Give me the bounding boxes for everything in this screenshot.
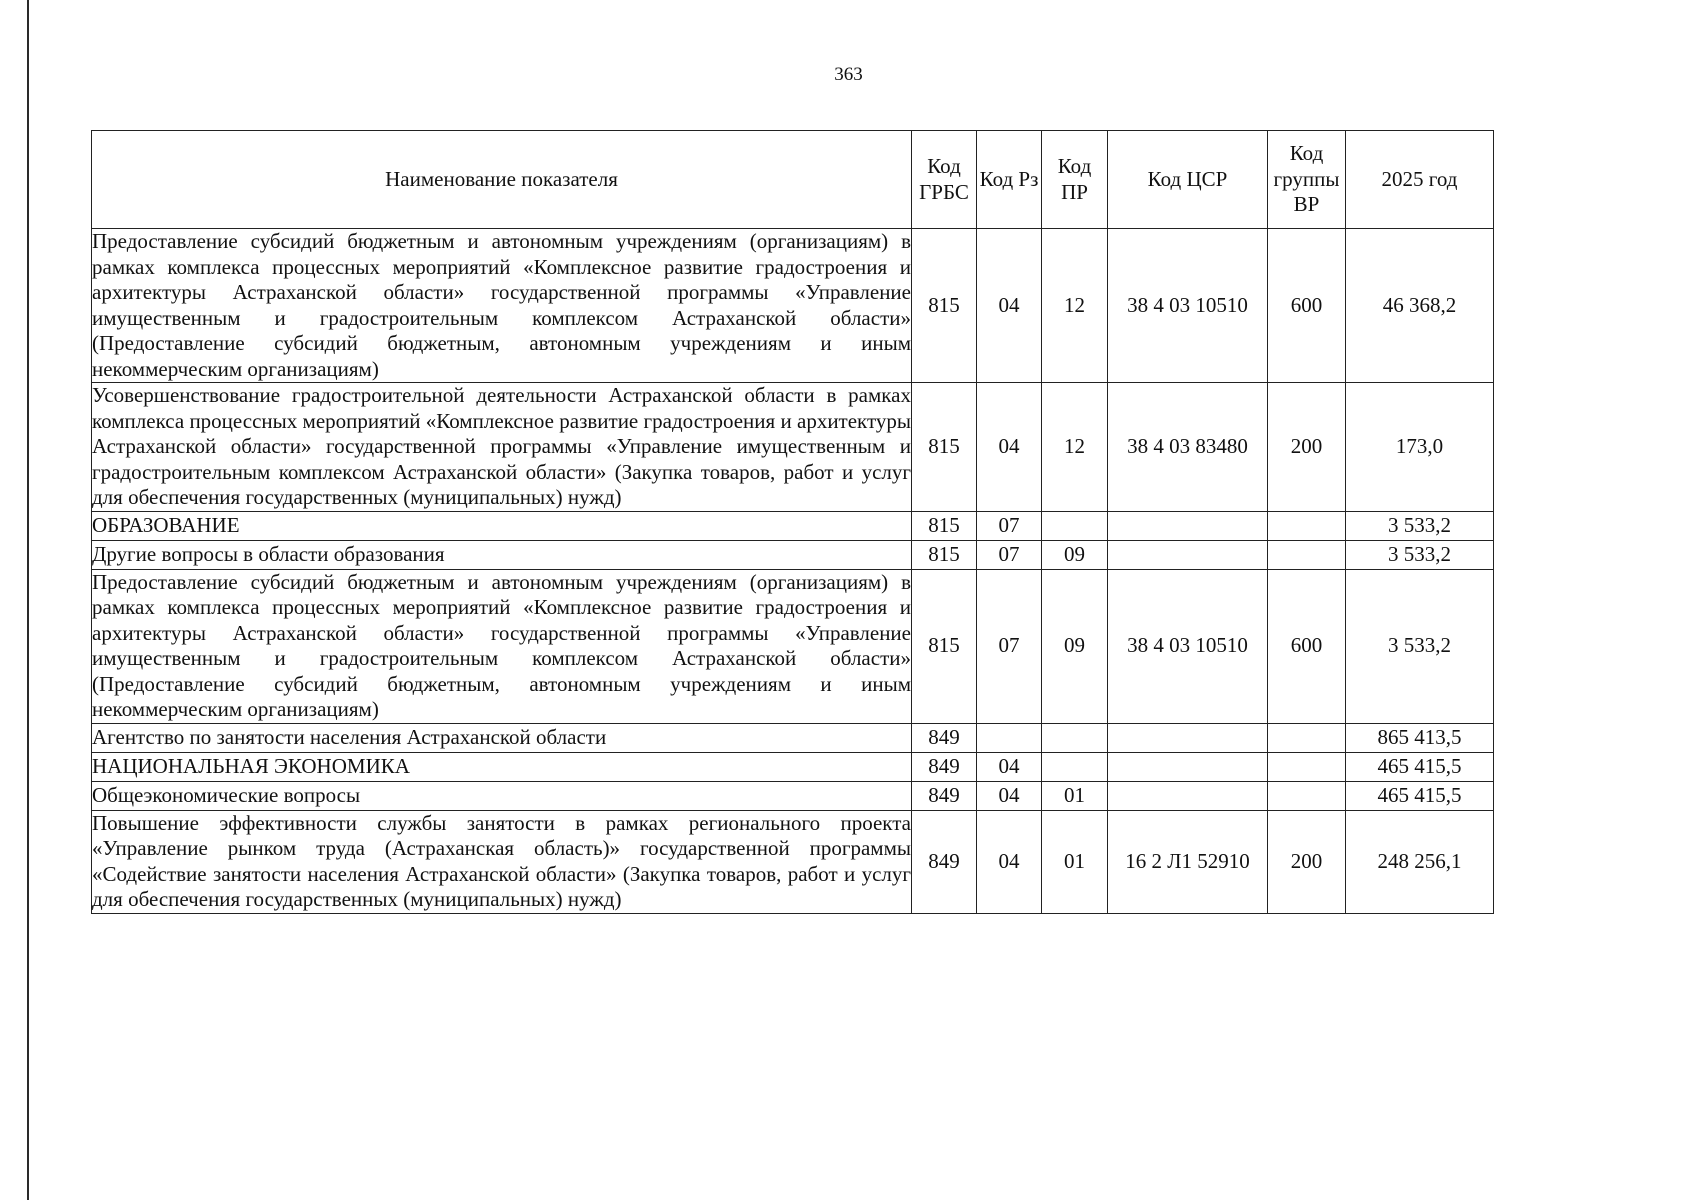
row-csr: 16 2 Л1 52910 [1108, 810, 1268, 913]
row-amount: 3 533,2 [1346, 540, 1494, 569]
row-vr [1268, 540, 1346, 569]
table-row [92, 511, 1494, 540]
row-vr [1268, 511, 1346, 540]
row-vr [1268, 781, 1346, 810]
header-row [92, 131, 1494, 229]
row-csr: 38 4 03 10510 [1108, 569, 1268, 723]
row-vr: 200 [1268, 810, 1346, 913]
row-rz: 04 [977, 383, 1042, 512]
row-rz: 04 [977, 229, 1042, 383]
row-name: НАЦИОНАЛЬНАЯ ЭКОНОМИКА [92, 752, 912, 781]
row-grbs: 849 [912, 810, 977, 913]
row-vr [1268, 752, 1346, 781]
row-csr [1108, 540, 1268, 569]
row-pr: 01 [1042, 810, 1108, 913]
row-csr: 38 4 03 83480 [1108, 383, 1268, 512]
row-pr: 12 [1042, 229, 1108, 383]
row-rz: 07 [977, 540, 1042, 569]
row-amount: 248 256,1 [1346, 810, 1494, 913]
row-csr [1108, 781, 1268, 810]
row-grbs: 815 [912, 511, 977, 540]
row-rz [977, 723, 1042, 752]
table-row [92, 383, 1494, 512]
header-pr: Код ПР [1042, 131, 1108, 229]
row-name: Общеэкономические вопросы [92, 781, 912, 810]
table-row [92, 781, 1494, 810]
header-csr: Код ЦСР [1108, 131, 1268, 229]
row-csr [1108, 752, 1268, 781]
row-grbs: 849 [912, 752, 977, 781]
header-vr: Код группы ВР [1268, 131, 1346, 229]
row-pr: 09 [1042, 569, 1108, 723]
row-grbs: 815 [912, 383, 977, 512]
row-amount: 865 413,5 [1346, 723, 1494, 752]
row-pr [1042, 723, 1108, 752]
row-amount: 46 368,2 [1346, 229, 1494, 383]
row-name: Усовершенствование градостроительной деятельности Астраханской области в рамках комплекса процессных мероприятий «Комплексное развитие градостроения и архитектуры Астраханской области» государственной программы «Управление имущественным и градостроительным комплексом Астраханской области» (Закупка товаров, работ и услуг для обеспечения государственных (муниципальных) нужд) [92, 383, 911, 509]
header-rz: Код Рз [977, 131, 1042, 229]
header-grbs: Код ГРБС [912, 131, 977, 229]
row-vr: 600 [1268, 569, 1346, 723]
row-vr: 200 [1268, 383, 1346, 512]
row-rz: 04 [977, 752, 1042, 781]
table-row [92, 810, 1494, 913]
row-name: Предоставление субсидий бюджетным и автономным учреждениям (организациям) в рамках комплекса процессных мероприятий «Комплексное развитие градостроения и архитектуры Астраханской области» государственной программы «Управление имущественным и градостроительным комплексом Астраханской области» (Предоставление субсидий бюджетным, автономным учреждениям и иным некоммерческим организациям) [92, 229, 911, 381]
row-grbs: 849 [912, 723, 977, 752]
row-csr [1108, 723, 1268, 752]
row-grbs: 815 [912, 229, 977, 383]
row-name: Другие вопросы в области образования [92, 540, 912, 569]
margin-rule [27, 0, 29, 1200]
row-vr: 600 [1268, 229, 1346, 383]
table-row [92, 752, 1494, 781]
row-name: Предоставление субсидий бюджетным и автономным учреждениям (организациям) в рамках комплекса процессных мероприятий «Комплексное развитие градостроения и архитектуры Астраханской области» государственной программы «Управление имущественным и градостроительным комплексом Астраханской области» (Предоставление субсидий бюджетным, автономным учреждениям и иным некоммерческим организациям) [92, 569, 911, 721]
table-row [92, 229, 1494, 383]
row-pr [1042, 752, 1108, 781]
row-grbs: 849 [912, 781, 977, 810]
table-row [92, 569, 1494, 723]
row-csr [1108, 511, 1268, 540]
row-name: ОБРАЗОВАНИЕ [92, 511, 912, 540]
row-pr: 01 [1042, 781, 1108, 810]
row-pr: 09 [1042, 540, 1108, 569]
header-name: Наименование показателя [92, 131, 912, 229]
row-amount: 465 415,5 [1346, 781, 1494, 810]
row-rz: 04 [977, 781, 1042, 810]
row-pr: 12 [1042, 383, 1108, 512]
row-amount: 465 415,5 [1346, 752, 1494, 781]
row-grbs: 815 [912, 569, 977, 723]
table-row [92, 723, 1494, 752]
row-rz: 07 [977, 511, 1042, 540]
table-row [92, 540, 1494, 569]
page-number: 363 [834, 64, 863, 85]
row-vr [1268, 723, 1346, 752]
row-amount: 173,0 [1346, 383, 1494, 512]
budget-table [91, 130, 1494, 914]
row-amount: 3 533,2 [1346, 569, 1494, 723]
row-grbs: 815 [912, 540, 977, 569]
row-rz: 04 [977, 810, 1042, 913]
row-pr [1042, 511, 1108, 540]
header-year: 2025 год [1346, 131, 1494, 229]
row-amount: 3 533,2 [1346, 511, 1494, 540]
row-rz: 07 [977, 569, 1042, 723]
row-csr: 38 4 03 10510 [1108, 229, 1268, 383]
row-name: Повышение эффективности службы занятости в рамках регионального проекта «Управление рынком труда (Астраханская область)» государственной программы «Содействие занятости населения Астраханской области» (Закупка товаров, работ и услуг для обеспечения государственных (муниципальных) нужд) [92, 810, 911, 911]
row-name: Агентство по занятости населения Астраханской области [92, 723, 912, 752]
